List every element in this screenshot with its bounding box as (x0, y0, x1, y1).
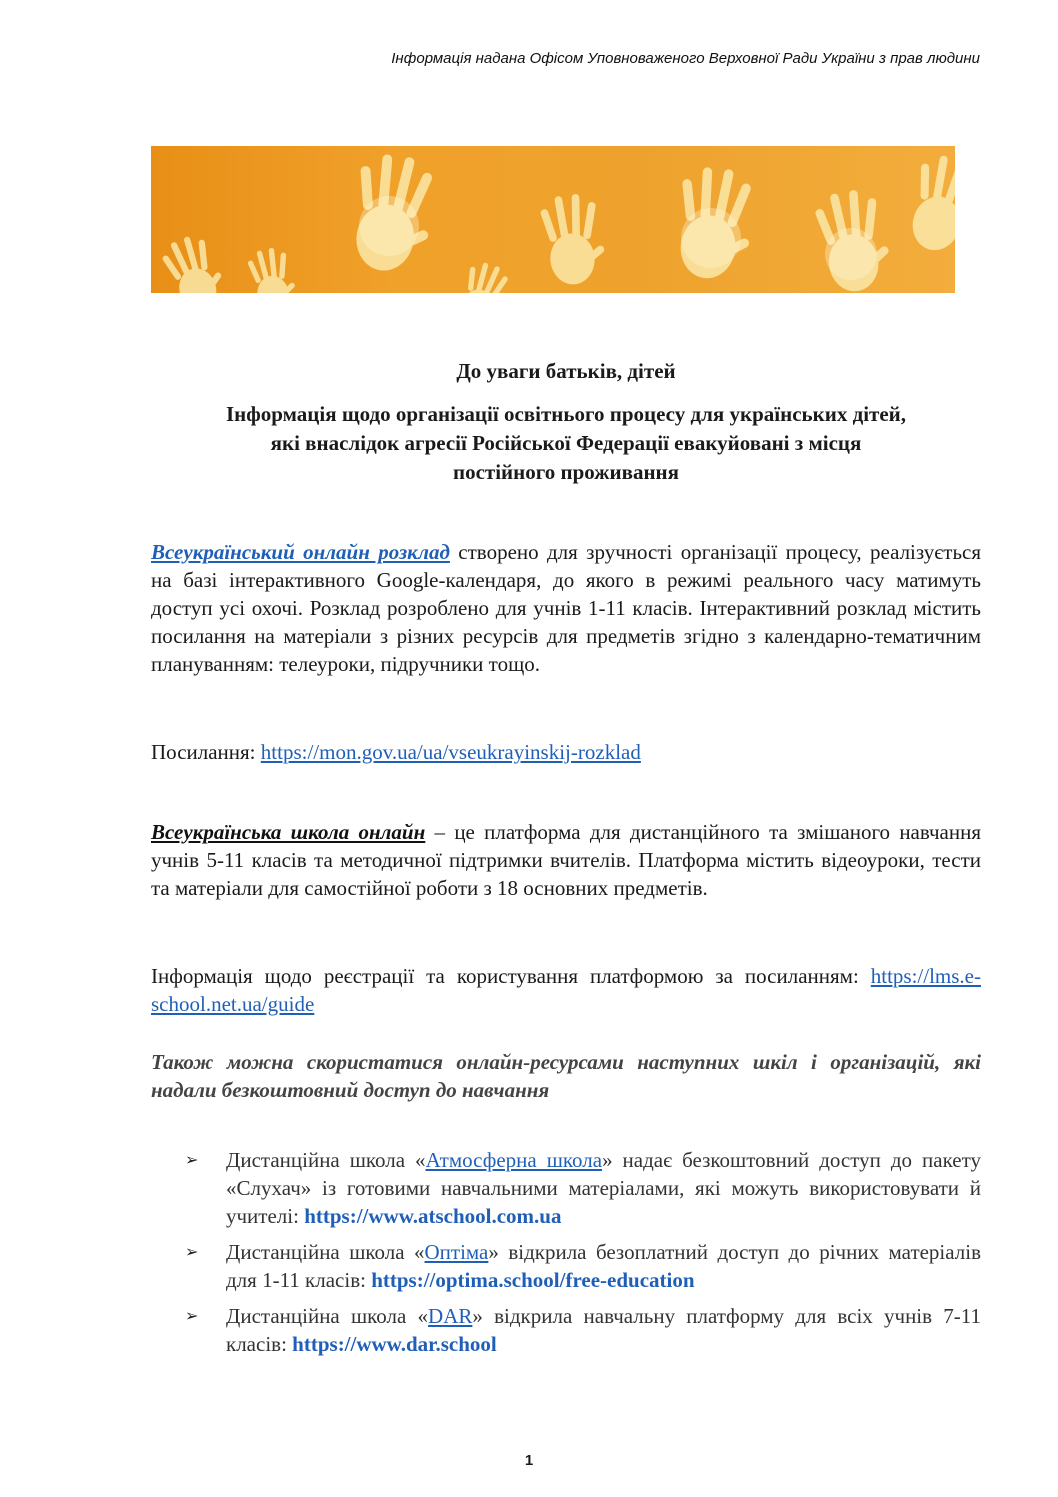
title-line-2: Інформація щодо організації освітнього процесу для українських дітей, (225, 402, 907, 426)
item-post: » відкрила навчальну платформу для всіх учнів 7-11 класів: (226, 1304, 982, 1356)
section2-body: – це платформа для дистанційного та змішаного навчання учнів 5-11 класів та методичної підтримки вчителів. Платформа містить відеоуроки, тести та матеріали для самостійної роботи з 18 основних предметів. (151, 820, 982, 900)
eschool-url-link[interactable]: https://lms.e-school.net.ua/guide (151, 964, 981, 1016)
atmosferna-link[interactable]: Атмосферна школа (425, 1148, 603, 1172)
item-pre: Дистанційна школа « (226, 1148, 426, 1172)
section2-info (151, 962, 981, 1018)
optima-url[interactable]: https://optima.school/free-education (371, 1268, 695, 1292)
section1-paragraph (151, 538, 981, 678)
optima-link[interactable]: Оптіма (424, 1240, 489, 1264)
section1-body: створено для зручності організації процесу, реалізується на базі інтерактивного Google-календаря, до якого в режимі реального часу матимуть доступ усі охочі. Розклад розроблено для учнів 1-11 класів. Інтерактивний розклад містить посилання на матеріали з різних ресурсів для предметів згідно з календарно-тематичним плануванням: телеуроки, підручники тощо. (151, 540, 981, 676)
ref-label: Посилання: (151, 740, 261, 764)
arrow-bullet-icon: ➢ (185, 1242, 199, 1261)
title-line-1: До уваги батьків, дітей (456, 359, 676, 383)
schools-list (151, 1146, 981, 1358)
dar-url[interactable]: https://www.dar.school (292, 1332, 497, 1356)
section2-paragraph (151, 818, 981, 902)
item-pre: Дистанційна школа « (226, 1240, 425, 1264)
schedule-link[interactable]: Всеукраїнський онлайн розклад (151, 540, 450, 564)
title-block (151, 357, 981, 487)
title-line-4: постійного проживання (452, 460, 680, 484)
page-number: 1 (524, 1452, 534, 1469)
atschool-url[interactable]: https://www.atschool.com.ua (304, 1204, 562, 1228)
item-post: » відкрила безоплатний доступ до річних матеріалів для 1-11 класів: (226, 1240, 982, 1292)
list-item (151, 1146, 981, 1230)
item-post: » надає безкоштовний доступ до пакету «Слухач» із готовими навчальними матеріалами, які можуть використовувати й учителі: (226, 1148, 982, 1228)
section1-ref (151, 738, 981, 766)
dar-link[interactable]: DAR (428, 1304, 473, 1328)
header-note: Інформація надана Офісом Уповноваженого Верховної Ради України з прав людини (391, 50, 980, 67)
arrow-bullet-icon: ➢ (185, 1150, 199, 1169)
school-online-title: Всеукраїнська школа онлайн (151, 820, 426, 844)
handprints-icon (151, 146, 955, 293)
section2-info-text: Інформація щодо реєстрації та користування платформою за посиланням: (151, 964, 871, 988)
list-item (151, 1302, 981, 1358)
handprints-banner (151, 146, 955, 293)
title-line-3: які внаслідок агресії Російської Федерації евакуйовані з місця (270, 431, 862, 455)
list-item (151, 1238, 981, 1294)
item-pre: Дистанційна школа « (226, 1304, 429, 1328)
resources-note: Також можна скористатися онлайн-ресурсами наступних шкіл і організацій, які надали безкоштовний доступ до навчання (151, 1050, 981, 1102)
arrow-bullet-icon: ➢ (185, 1306, 199, 1325)
mon-url-link[interactable]: https://mon.gov.ua/ua/vseukrayinskij-rozklad (260, 740, 641, 764)
